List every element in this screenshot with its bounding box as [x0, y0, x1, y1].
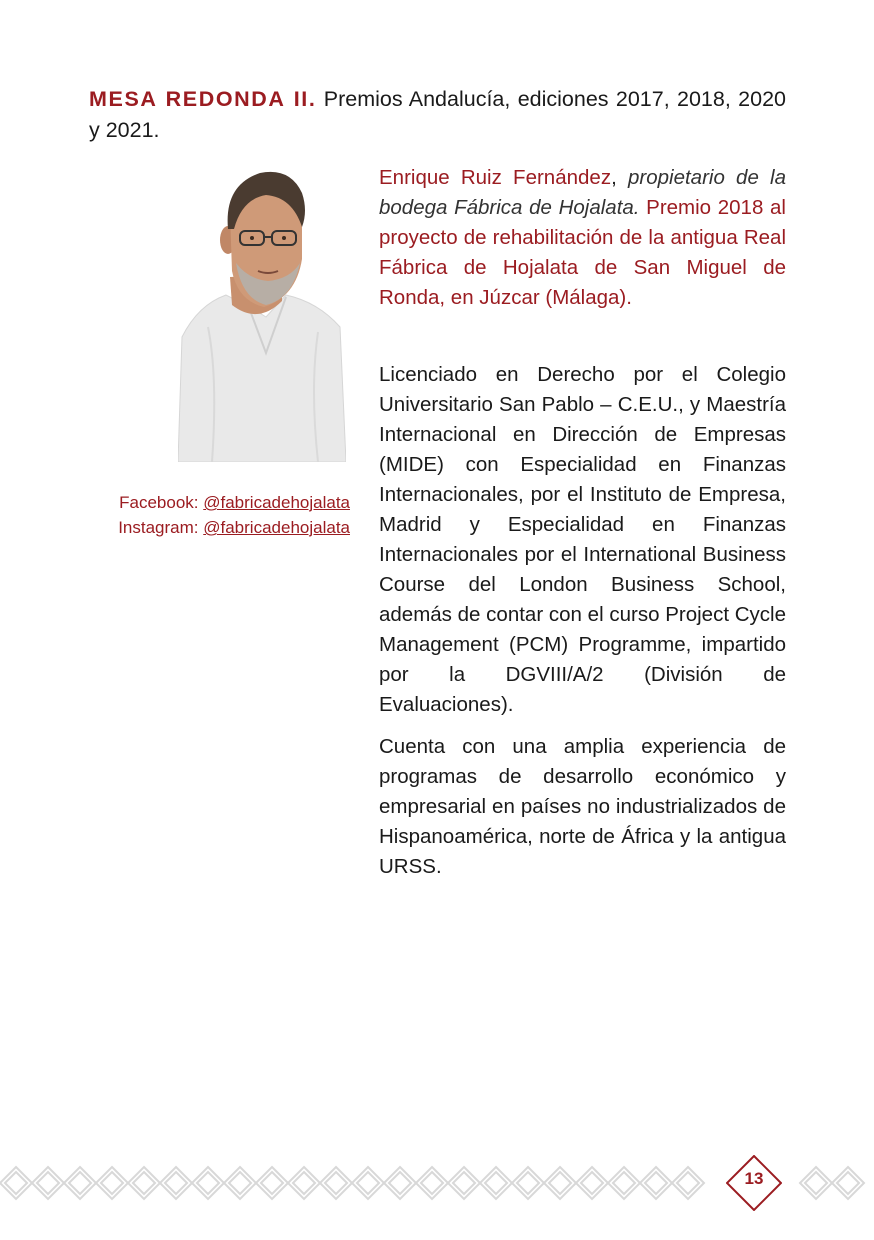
facebook-label: Facebook:	[119, 493, 204, 512]
name-separator: ,	[611, 166, 628, 189]
social-links	[60, 490, 350, 540]
instagram-link[interactable]: @fabricadehojalata	[203, 518, 350, 537]
speaker-bio	[379, 360, 786, 894]
facebook-link[interactable]: @fabricadehojalata	[203, 493, 350, 512]
bio-paragraph: Cuenta con una amplia experiencia de programas de desarrollo económico y empresarial en países no industrializados de Hispanoamérica, norte de África y la antigua URSS.	[379, 735, 786, 878]
instagram-line	[60, 515, 350, 540]
section-title: Premios Andalucía, ediciones 2017, 2018, 2020 y 2021.	[89, 87, 786, 142]
section-label: MESA REDONDA II.	[89, 87, 317, 111]
speaker-role: propietario de la bodega Fábrica de Hojalata.	[379, 166, 786, 219]
facebook-line	[60, 490, 350, 515]
speaker-name: Enrique Ruiz Fernández	[379, 166, 612, 189]
portrait-photo	[178, 167, 346, 462]
bio-paragraph: Licenciado en Derecho por el Colegio Universitario San Pablo – C.E.U., y Maestría Internacional en Dirección de Empresas (MIDE) con Especialidad en Finanzas Internacionales, por el Instituto de Empresa, Madrid y Especialidad en Finanzas Internacionales por el International Business Course del London Business School, además de contar con el curso Project Cycle Management (PCM) Programme, impartido por la DGVIII/A/2 (División de Evaluaciones).	[379, 363, 786, 716]
page-number: 13	[744, 1169, 764, 1188]
speaker-award: Premio 2018 al proyecto de rehabilitación de la antigua Real Fábrica de Hojalata de San Miguel de Ronda, en Júzcar (Málaga).	[379, 196, 786, 309]
speaker-intro	[379, 163, 786, 313]
instagram-label: Instagram:	[118, 518, 204, 537]
section-heading	[89, 84, 786, 146]
